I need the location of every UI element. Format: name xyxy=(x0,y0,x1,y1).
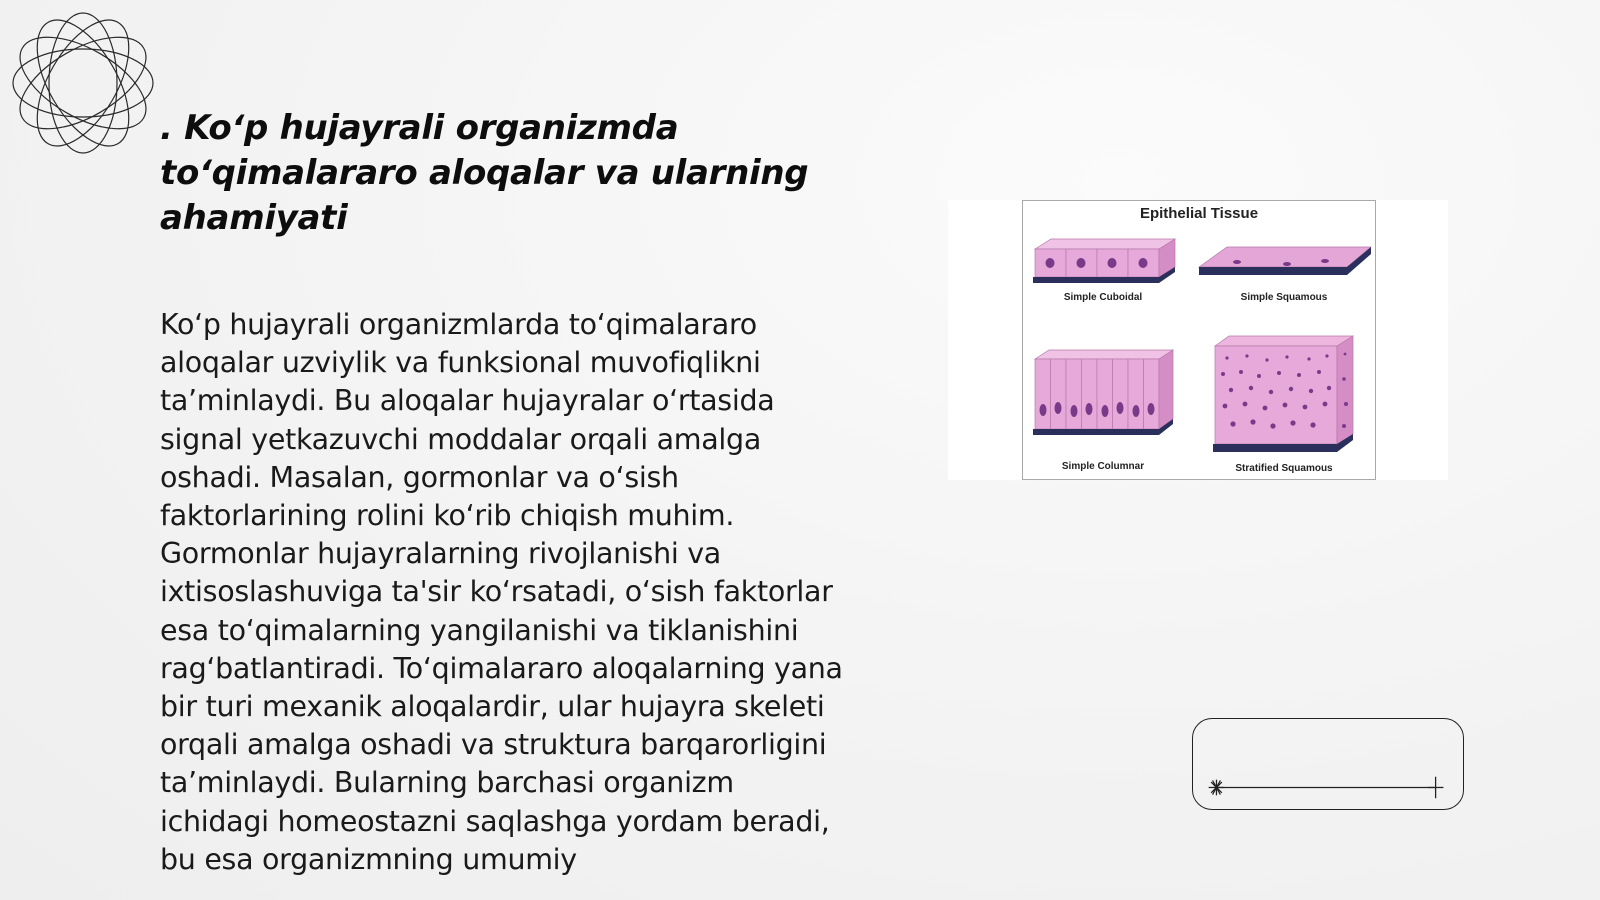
label-stratified-squamous: Stratified Squamous xyxy=(1235,463,1333,474)
simple-squamous-illustration xyxy=(1197,241,1373,285)
orbit-logo-icon xyxy=(10,10,156,156)
label-simple-squamous: Simple Squamous xyxy=(1240,292,1328,303)
epithelial-tissue-figure xyxy=(1022,200,1376,480)
timeline-line-icon xyxy=(1193,719,1463,809)
slide-body-text: Ko‘p hujayrali organizmlarda to‘qimalararo aloqalar uzviylik va funksional muvofiqlikni ta’minlaydi. Bu aloqalar hujayralar o‘rtasida signal yetkazuvchi moddalar orqali amalga oshadi. Masalan, gormonlar va o‘sish faktorlarining rolini ko‘rib chiqish muhim. Gormonlar hujayralarning rivojlanishi va ixtisoslashuviga ta'sir ko‘rsatadi, o‘sish faktorlar esa to‘qimalarning yangilanishi va tiklanishini rag‘batlantiradi. To‘qimalararo aloqalarning yana bir turi mexanik aloqalardir, ular hujayra skeleti orqali amalga oshadi va struktura barqarorligini ta’minlaydi. Bularning barchasi organizm ichidagi homeostazni saqlashga yordam beradi, bu esa organizmning umumiy xyxy=(160,308,843,876)
simple-cuboidal-illustration xyxy=(1031,235,1176,287)
timeline-decoration xyxy=(1192,718,1464,810)
label-simple-columnar: Simple Columnar xyxy=(1061,461,1145,472)
starburst-icon xyxy=(1209,780,1225,796)
stratified-squamous-illustration xyxy=(1213,334,1355,454)
label-simple-cuboidal: Simple Cuboidal xyxy=(1063,292,1143,303)
simple-columnar-illustration xyxy=(1031,347,1176,439)
figure-title: Epithelial Tissue xyxy=(1139,205,1259,222)
plus-marker-icon xyxy=(1428,777,1444,799)
slide-title: . Ko‘p hujayrali organizmda to‘qimalararo aloqalar va ularning ahamiyati xyxy=(160,108,809,238)
